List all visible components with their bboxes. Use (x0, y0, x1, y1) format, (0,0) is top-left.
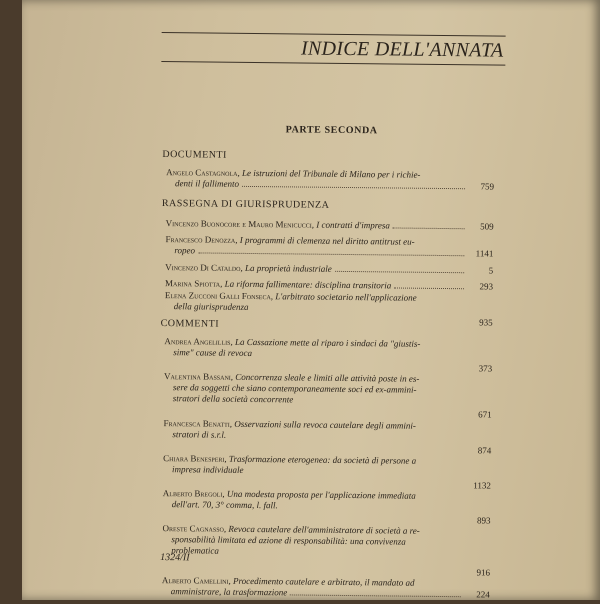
entry-title: , La riforma fallimentare: disciplina transitoria (220, 278, 392, 291)
entry-page: 1132 (473, 480, 491, 491)
entry-author: Marina Spiotta (164, 278, 221, 289)
entry-page: 935 (479, 317, 493, 328)
entry-title-cont: della giurisprudenza (173, 301, 249, 312)
page-title: INDICE DELL'ANNATA (161, 36, 505, 66)
entry-title-cont: ropeo (174, 245, 196, 256)
entry-title-cont: sime" cause di revoca (173, 347, 253, 359)
index-content (152, 0, 508, 604)
running-header (161, 32, 505, 66)
entry-title: , Revoca cautelare dell'amministratore di società a re- (223, 523, 420, 536)
index-entry (165, 234, 493, 259)
entry-page: 224 (476, 589, 490, 600)
index-entry (165, 262, 493, 276)
entry-author: Alberto Camellini (161, 575, 229, 586)
index-entry (162, 575, 490, 600)
entry-title-cont: amministrare, la trasformazione (170, 586, 288, 598)
entry-page: 893 (477, 515, 491, 526)
section-title-commenti: COMMENTI (160, 318, 220, 330)
entry-title-cont: denti il fallimento (175, 178, 240, 189)
entry-page: 293 (479, 281, 494, 292)
entry-page: 373 (478, 363, 493, 374)
page-folio: 1324/II (160, 552, 190, 564)
entry-title: , Procedimento cautelare e arbitrato, il mandato ad (228, 575, 415, 588)
entry-title: , La proprietà industriale (240, 262, 332, 274)
index-entry (164, 336, 492, 374)
entry-title-cont: impresa individuale (172, 464, 244, 475)
entry-author: Francesca Benatti (163, 418, 230, 429)
section-title-rassegna: RASSEGNA DI GIURISPRUDENZA (161, 198, 330, 211)
entry-page: 1141 (475, 248, 494, 259)
entry-author: Chiara Benesperi (163, 453, 225, 464)
part-title: PARTE SECONDA (285, 124, 378, 137)
entry-title-cont: stratori della società concorrente (172, 393, 294, 405)
index-entry (163, 418, 491, 456)
index-entry (166, 167, 494, 192)
entry-author: Alberto Bregoli (162, 488, 223, 499)
entry-title: , Concorrenza sleale e limiti alle attività poste in es- (230, 371, 420, 384)
entry-page: 671 (478, 409, 492, 420)
entry-author: Angelo Castagnola (166, 167, 238, 178)
entry-title: , I programmi di clemenza nel diritto antitrust eu- (235, 234, 415, 247)
entry-title: , Trasformazione eterogenea: da società di persone a (224, 453, 417, 466)
entry-author: Francesco Denozza (165, 234, 236, 245)
entry-author: Valentina Bassani (164, 371, 231, 382)
entry-page: 509 (480, 221, 494, 232)
entry-author: Vincenzo Di Cataldo (165, 262, 241, 273)
book-page (22, 0, 600, 600)
entry-page: 5 (488, 265, 494, 276)
entry-title: , I contratti d'impresa (311, 219, 390, 231)
entry-title: , Osservazioni sulla revoca cautelare degli ammini- (229, 418, 416, 431)
entry-title: , La Cassazione mette al riparo i sindaci da "giustis- (230, 336, 421, 349)
entry-title-cont: sponsabilità limitata ed azione di responsabilità: una convivenza (171, 534, 406, 547)
entry-page: 759 (480, 181, 495, 192)
entry-title-cont: sere da soggetti che siano contemporaneamente soci ed ex-ammini- (172, 382, 417, 395)
index-entry (163, 488, 491, 526)
index-entry (164, 371, 492, 420)
entry-author: Oreste Cagnasso (162, 523, 224, 534)
entry-author: Elena Zucconi Galli Fonseca (164, 290, 271, 302)
entry-page: 916 (476, 567, 491, 578)
entry-title: , Una modesta proposta per l'applicazione immediata (222, 488, 416, 501)
entry-page: 874 (477, 445, 492, 456)
entry-author: Andrea Angelillis (164, 336, 231, 347)
entry-title-cont: problematica (171, 545, 219, 556)
entry-title: , Le istruzioni del Tribunale di Milano per i richie- (237, 167, 421, 180)
entry-title-cont: stratori di s.r.l. (172, 429, 227, 440)
entry-title-cont: dell'art. 70, 3° comma, l. fall. (171, 499, 278, 511)
index-entry (162, 523, 492, 559)
index-entry (166, 218, 494, 232)
entry-author: Vincenzo Buonocore e Mauro Menicucci (165, 218, 312, 230)
entry-title: , L'arbitrato societario nell'applicazione (270, 291, 417, 303)
section-title-documenti: DOCUMENTI (162, 149, 227, 161)
index-entry (163, 453, 491, 491)
